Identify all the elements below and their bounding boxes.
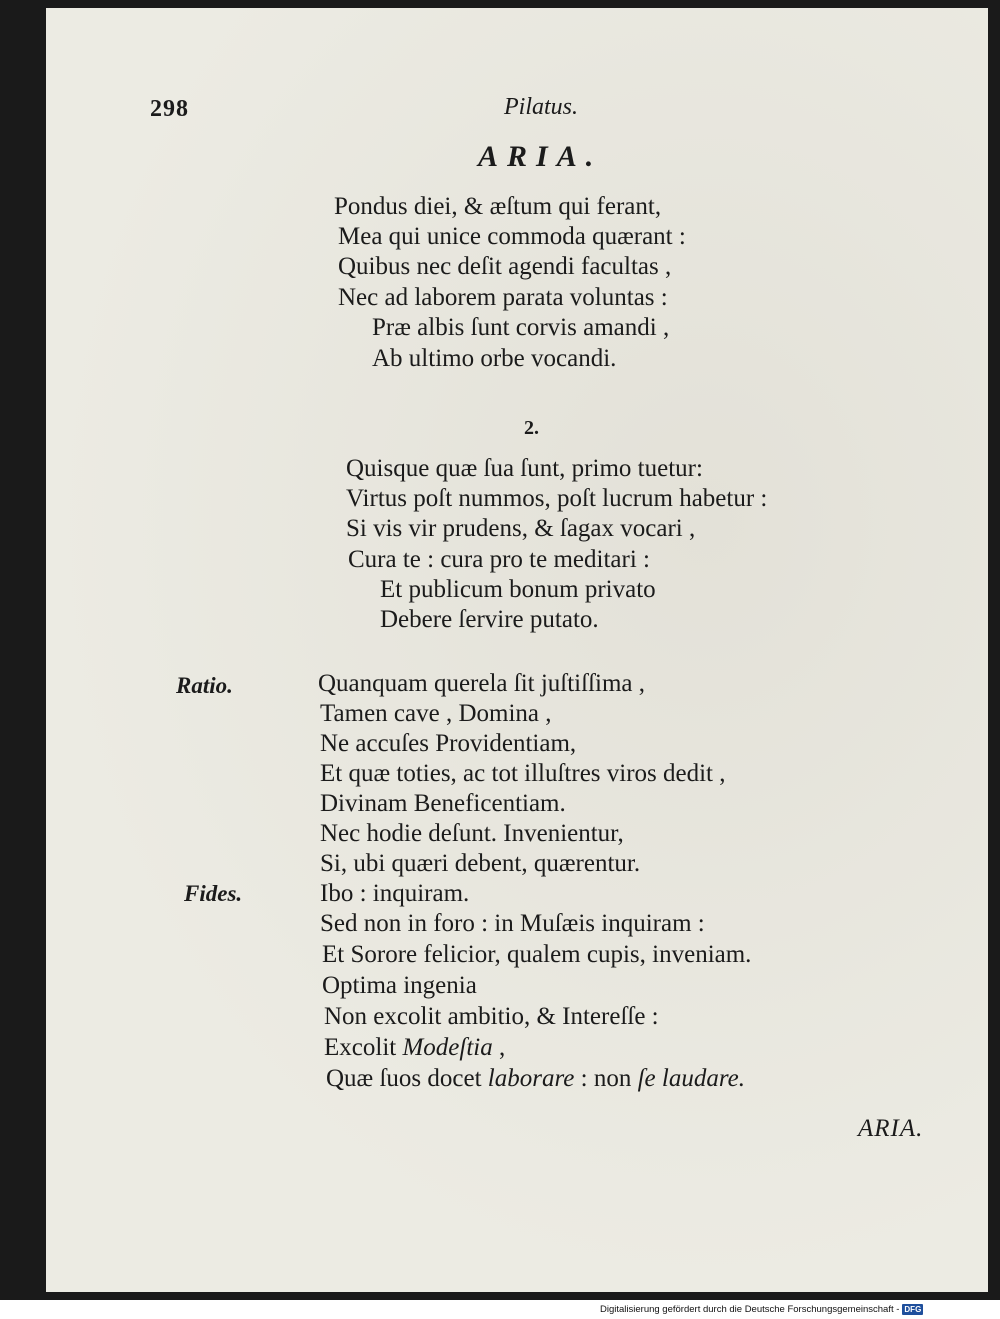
ratio-line: Et quæ toties, ac tot illuſtres viros dedit , [320,760,726,787]
digitization-credit [600,1302,923,1316]
speaker-ratio: Ratio. [176,673,233,698]
aria-line: Debere ſervire putato. [380,606,599,633]
aria-line: Præ albis ſunt corvis amandi , [372,314,670,341]
ratio-line: Quanquam querela ſit juſtiſſima , [318,670,646,697]
emphasis-se-laudare: ſe laudare. [637,1065,745,1092]
aria-heading: ARIA. [478,140,603,173]
ratio-line: Si, ubi quæri debent, quærentur. [320,850,641,877]
text-run: , [492,1034,506,1061]
aria-line: Pondus diei, & æſtum qui ferant, [334,193,662,220]
stanza-number: 2. [524,417,539,439]
text-run: : non [574,1065,638,1092]
emphasis-laborare: laborare [487,1065,575,1092]
catchword: ARIA. [858,1115,924,1142]
aria-line: Virtus poſt nummos, poſt lucrum habetur : [346,485,768,512]
aria-line: Mea qui unice commoda quærant : [338,223,686,250]
fides-line: Optima ingenia [322,972,477,999]
aria-line: Quibus nec deſit agendi facultas , [338,253,672,280]
fides-line: Sed non in foro : in Muſæis inquiram : [320,910,705,937]
speaker-fides: Fides. [184,881,243,906]
ratio-line: Ne accuſes Providentiam, [320,730,577,757]
fides-line [324,1033,505,1063]
aria-line: Cura te : cura pro te meditari : [348,546,650,573]
ratio-line: Nec hodie deſunt. Invenientur, [320,820,624,847]
running-head: Pilatus. [504,94,579,120]
aria-line: Quisque quæ ſua ſunt, primo tuetur: [346,455,703,482]
ratio-line: Tamen cave , Domina , [320,700,552,727]
text-run: Excolit [324,1034,403,1061]
credit-text: Digitalisierung gefördert durch die Deutsche Forschungsgemeinschaft - [600,1303,900,1315]
aria-line: Et publicum bonum privato [380,576,656,603]
page-number: 298 [150,96,189,122]
fides-line: Non excolit ambitio, & Intereſſe : [324,1003,659,1030]
book-page [46,8,988,1292]
emphasis-modestia: Modeſtia [402,1034,493,1061]
dfg-logo: DFG [904,1304,922,1314]
aria-line: Si vis vir prudens, & ſagax vocari , [346,515,696,542]
fides-line: Ibo : inquiram. [320,880,470,907]
aria-line: Nec ad laborem parata voluntas : [338,284,668,311]
text-run: Quæ ſuos docet [326,1065,488,1092]
aria-line: Ab ultimo orbe vocandi. [372,345,617,372]
fides-line [326,1064,745,1094]
fides-line: Et Sorore felicior, qualem cupis, inveniam. [322,941,752,968]
ratio-line: Divinam Beneficentiam. [320,790,566,817]
